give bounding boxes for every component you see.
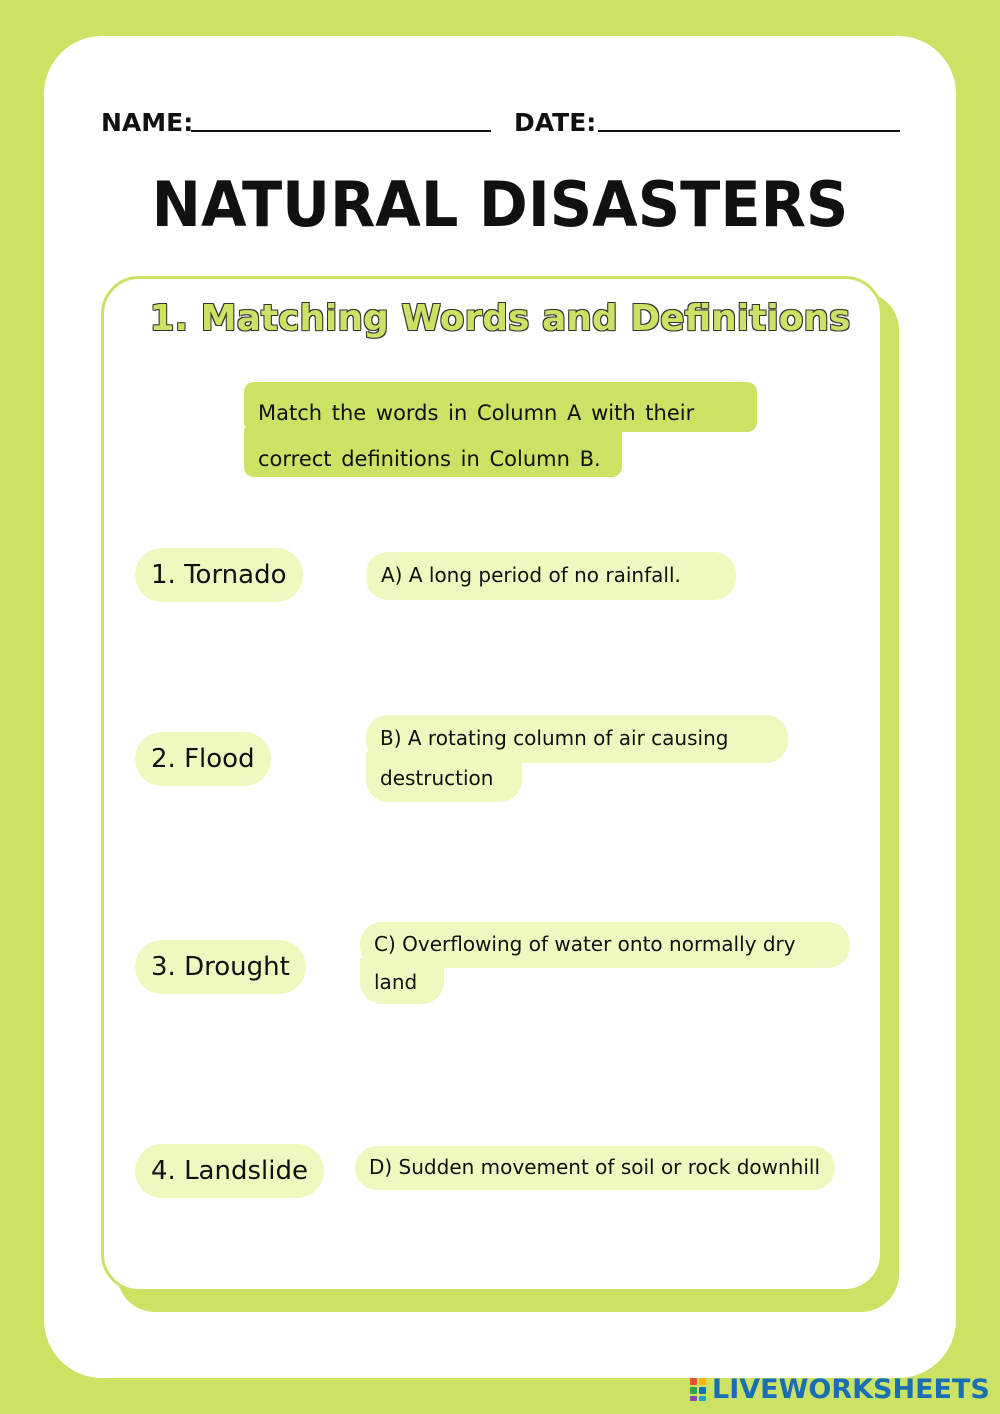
- page-title: NATURAL DISASTERS: [151, 168, 849, 241]
- definition-b[interactable]: B) A rotating column of air causing: [380, 726, 729, 750]
- instruction-text: [258, 390, 748, 482]
- section-title: 1. Matching Words and Definitions: [149, 298, 851, 339]
- instruction-line: Match the words in Column A with their: [258, 401, 695, 425]
- logo-text: LIVEWORKSHEETS: [712, 1374, 990, 1405]
- date-line[interactable]: [598, 130, 900, 132]
- name-line[interactable]: [191, 130, 491, 132]
- definition-d[interactable]: D) Sudden movement of soil or rock downhill: [369, 1155, 821, 1179]
- word-drought[interactable]: 3. Drought: [135, 940, 306, 994]
- word-landslide[interactable]: 4. Landslide: [135, 1144, 324, 1198]
- word-tornado[interactable]: 1. Tornado: [135, 548, 303, 602]
- instruction-line: correct definitions in Column B.: [258, 447, 601, 471]
- definition-c[interactable]: C) Overflowing of water onto normally dry: [374, 932, 796, 956]
- word-flood[interactable]: 2. Flood: [135, 732, 271, 786]
- name-label: NAME:: [101, 108, 194, 137]
- date-label: DATE:: [514, 108, 597, 137]
- definition-c-line2: land: [374, 970, 418, 994]
- liveworksheets-logo[interactable]: [690, 1374, 990, 1405]
- liveworksheets-icon: [690, 1378, 708, 1402]
- definition-a[interactable]: A) A long period of no rainfall.: [381, 563, 681, 587]
- definition-b-line2: destruction: [380, 766, 494, 790]
